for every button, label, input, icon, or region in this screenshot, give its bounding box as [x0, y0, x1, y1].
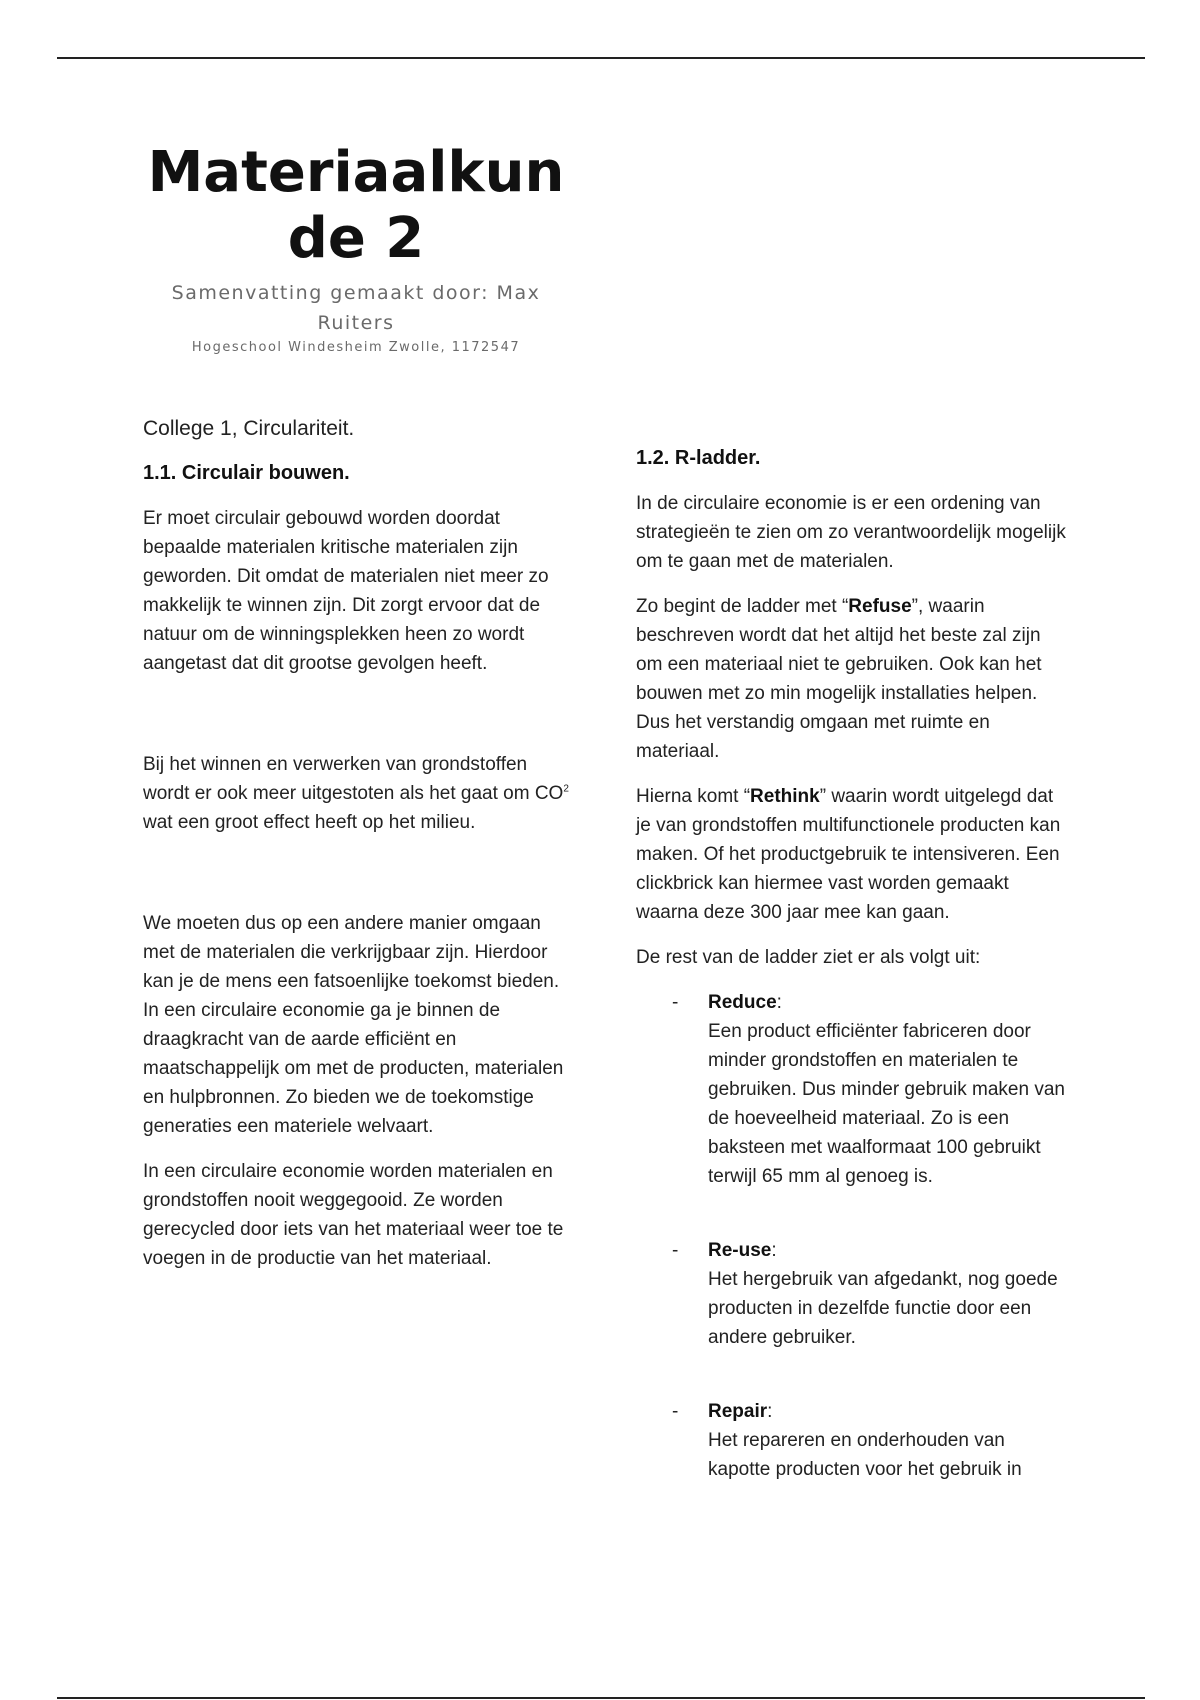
paragraph-critical-materials: Er moet circulair gebouwd worden doordat bepaalde materialen kritische materialen zijn geworden. Dit omdat de materialen niet meer zo makkelijk te winnen zijn. Dit zorgt ervoor dat de natuur om de winningsplekken heen zo wordt aangetast dat dit grootse gevolgen heeft. — [143, 508, 549, 674]
left-column — [143, 414, 573, 1289]
paragraph-co2 — [143, 750, 573, 837]
rethink-text-end: ” waarin wordt uitgelegd dat je van grondstoffen multifunctionele producten kan maken. Of het productgebruik te intensiveren. Een clickbrick kan hiermee vast worden gemaakt waarna deze 300 jaar mee kan gaan. — [636, 786, 1061, 923]
co2-subscript: 2 — [563, 783, 569, 795]
refuse-term: Refuse — [848, 596, 912, 617]
ladder-colon: : — [771, 1240, 777, 1261]
college-title: College 1, Circulariteit. — [143, 417, 355, 440]
paragraph-recycling: In een circulaire economie worden materialen en grondstoffen nooit weggegooid. Ze worden gerecycled door iets van het materiaal weer toe te voegen in de productie van het materiaal. — [143, 1161, 564, 1269]
paragraph-co2-text-end: wat een groot effect heeft op het milieu. — [143, 812, 476, 833]
refuse-text-start: Zo begint de ladder met “ — [636, 596, 849, 617]
list-item — [636, 1236, 1066, 1352]
ladder-term: Reduce — [708, 992, 777, 1013]
list-bullet: - — [672, 992, 679, 1013]
paragraph-co2-text: Bij het winnen en verwerken van grondstoffen wordt er ook meer uitgestoten als het gaat om CO — [143, 754, 564, 804]
paragraph-spacer — [143, 694, 573, 750]
r-ladder-list — [636, 988, 1066, 1484]
document-institute: Hogeschool Windesheim Zwolle, 1172547 — [191, 340, 521, 355]
list-bullet: - — [672, 1401, 679, 1422]
ladder-term: Repair — [708, 1401, 768, 1422]
section-heading-1-1: 1.1. Circulair bouwen. — [143, 462, 350, 484]
paragraph-r-ladder-intro: In de circulaire economie is er een ordening van strategieën te zien om zo verantwoordelijk mogelijk om te gaan met de materialen. — [636, 493, 1066, 572]
ladder-description: Het repareren en onderhouden van kapotte producten voor het gebruik in — [708, 1430, 1022, 1480]
paragraph-spacer — [143, 853, 573, 909]
rethink-text-start: Hierna komt “ — [636, 786, 751, 807]
document-subtitle: Samenvatting gemaakt door: Max Ruiters — [171, 282, 541, 334]
document-title: Materiaalkunde 2 — [147, 140, 565, 271]
refuse-text-end: ”, waarin beschreven wordt dat het altijd het beste zal zijn om een materiaal niet te gebruiken. Ook kan het bouwen met zo min mogelijk installaties helpen. Dus het verstandig omgaan met ruimte en materiaal. — [636, 596, 1042, 762]
paragraph-refuse — [636, 592, 1066, 766]
paragraph-rethink — [636, 782, 1066, 927]
bottom-rule — [57, 1697, 1145, 1699]
ladder-description: Het hergebruik van afgedankt, nog goede producten in dezelfde functie door een andere gebruiker. — [708, 1269, 1058, 1348]
ladder-colon: : — [776, 992, 782, 1013]
ladder-description: Een product efficiënter fabriceren door minder grondstoffen en materialen te gebruiken. Dus minder gebruik maken van de hoeveelheid materiaal. Zo is een baksteen met waalformaat 100 gebruikt terwijl 65 mm al genoeg is. — [708, 1021, 1065, 1187]
list-item — [636, 1397, 1066, 1484]
paragraph-rest-intro: De rest van de ladder ziet er als volgt uit: — [636, 947, 981, 968]
top-rule — [57, 57, 1145, 59]
list-item — [636, 988, 1066, 1191]
section-heading-1-2: 1.2. R-ladder. — [636, 447, 761, 469]
rethink-term: Rethink — [750, 786, 820, 807]
paragraph-other-way: We moeten dus op een andere manier omgaan met de materialen die verkrijgbaar zijn. Hierdoor kan je de mens een fatsoenlijke toekomst bieden. In een circulaire economie ga je binnen de draagkracht van de aarde efficiënt en maatschappelijk om met de producten, materialen en hulpbronnen. Zo bieden we de toekomstige generaties een materiele welvaart. — [143, 913, 564, 1137]
ladder-term: Re-use — [708, 1240, 772, 1261]
list-bullet: - — [672, 1240, 679, 1261]
ladder-colon: : — [767, 1401, 773, 1422]
title-block — [138, 140, 574, 355]
right-column — [636, 444, 1066, 1529]
